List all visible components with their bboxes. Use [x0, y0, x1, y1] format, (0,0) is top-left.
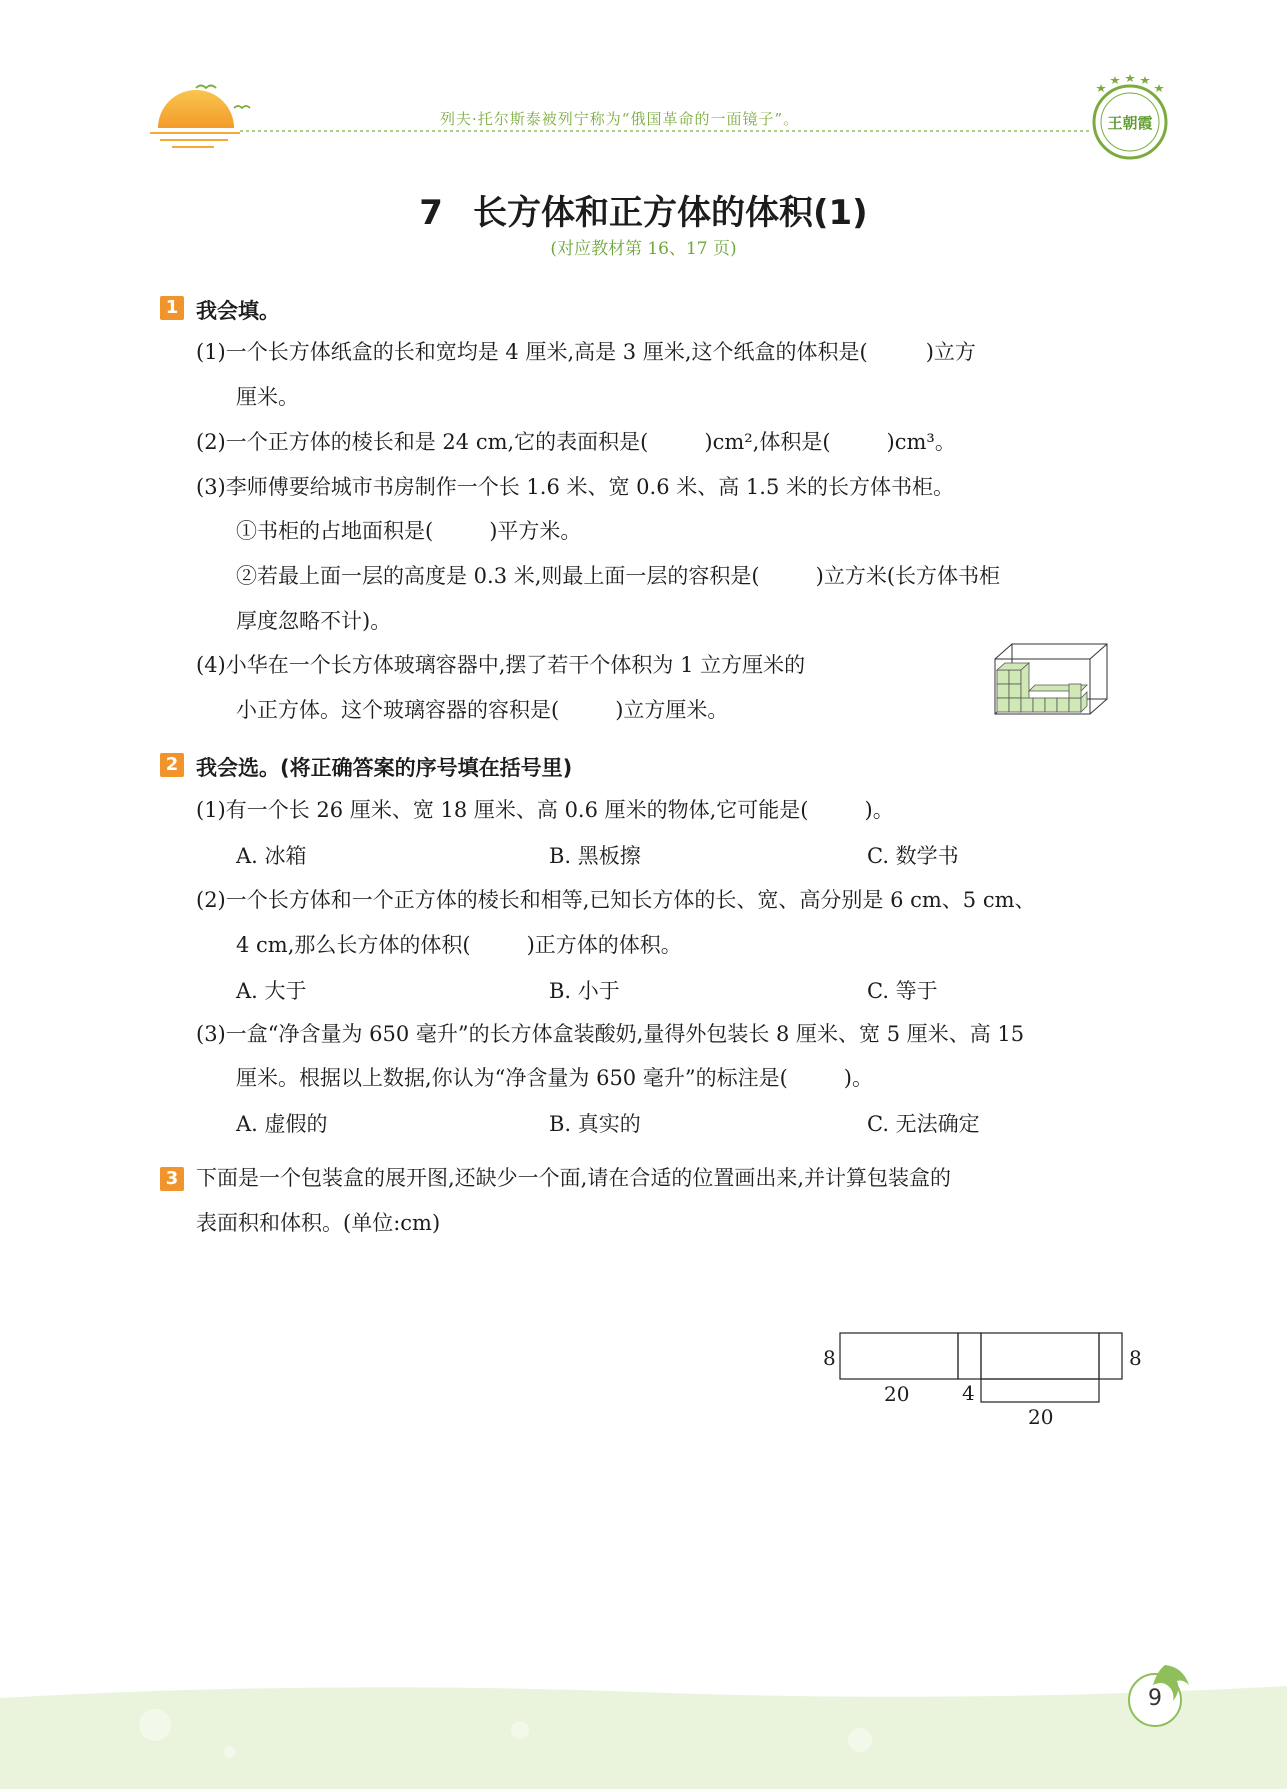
section-2-badge: 2 — [160, 753, 184, 777]
q1-1-line1 — [196, 337, 976, 367]
q1-3-2-text-b: )立方米(长方体书柜 — [815, 564, 1001, 588]
box-net-figure — [820, 1325, 1150, 1435]
q1-3-1-text-b: )平方米。 — [489, 519, 582, 543]
q2-2-line1: (2)一个长方体和一个正方体的棱长和相等,已知长方体的长、宽、高分别是 6 cm、5 cm、 — [196, 888, 1036, 912]
q2-3-option-c: C. 无法确定 — [867, 1112, 980, 1136]
q1-4-line2 — [236, 695, 728, 725]
net-face-right — [981, 1333, 1099, 1379]
q1-2 — [196, 427, 956, 457]
net-label-left-height: 8 — [823, 1346, 836, 1370]
lesson-title-text: 长方体和正方体的体积(1) — [472, 193, 868, 233]
q2-2-option-a: A. 大于 — [236, 979, 307, 1003]
q1-2-text-a: (2)一个正方体的棱长和是 24 cm,它的表面积是( — [196, 430, 649, 454]
section-1-badge: 1 — [160, 296, 184, 320]
q1-1-text-b: )立方 — [925, 340, 976, 364]
header-decoration — [0, 0, 1287, 170]
net-face-end — [1099, 1333, 1122, 1379]
net-label-right-height: 8 — [1129, 1346, 1142, 1370]
q1-4-line1: (4)小华在一个长方体玻璃容器中,摆了若干个体积为 1 立方厘米的 — [196, 653, 806, 677]
q1-2-text-c: )cm³。 — [886, 430, 956, 454]
footer-wave — [0, 1670, 1287, 1789]
q1-3-2-text-a: ②若最上面一层的高度是 0.3 米,则最上面一层的容积是( — [236, 564, 760, 588]
q2-1-text-a: (1)有一个长 26 厘米、宽 18 厘米、高 0.6 厘米的物体,它可能是( — [196, 798, 809, 822]
q1-1-line2: 厘米。 — [236, 385, 299, 409]
q2-2-text-a: 4 cm,那么长方体的体积( — [236, 933, 471, 957]
q2-3-text-a: 厘米。根据以上数据,你认为“净含量为 650 毫升”的标注是( — [236, 1066, 788, 1090]
q1-3-2-line2: 厚度忽略不计)。 — [236, 609, 392, 633]
q2-3-line2 — [236, 1063, 873, 1093]
lesson-subtitle: (对应教材第 16、17 页) — [550, 239, 737, 259]
q2-1-option-b: B. 黑板擦 — [549, 844, 641, 868]
section-3-badge: 3 — [160, 1167, 184, 1191]
q2-2-line2 — [236, 930, 682, 960]
section-1-title: 我会填。 — [196, 299, 280, 323]
sun-icon — [150, 86, 250, 148]
q2-2-text-b: )正方体的体积。 — [526, 933, 682, 957]
net-face-left — [840, 1333, 958, 1379]
logo-text: 王朝霞 — [1107, 114, 1153, 132]
q1-4-text-a: 小正方体。这个玻璃容器的容积是( — [236, 698, 560, 722]
glass-container-figure — [985, 635, 1125, 735]
q3-line2: 表面积和体积。(单位:cm) — [196, 1211, 441, 1235]
q1-4-text-b: )立方厘米。 — [615, 698, 729, 722]
q2-3-line1: (3)一盒“净含量为 650 毫升”的长方体盒装酸奶,量得外包装长 8 厘米、宽 5 厘米、高 15 — [196, 1022, 1025, 1046]
page-number: 9 — [1148, 1686, 1162, 1711]
q2-3-text-b: )。 — [843, 1066, 873, 1090]
q2-1-option-c: C. 数学书 — [867, 844, 959, 868]
q2-2-option-b: B. 小于 — [549, 979, 620, 1003]
net-face-bottom — [981, 1379, 1099, 1402]
q1-2-text-b: )cm²,体积是( — [704, 430, 831, 454]
q1-3-1-text-a: ①书柜的占地面积是( — [236, 519, 434, 543]
q2-1-option-a: A. 冰箱 — [236, 844, 307, 868]
header-quote: 列夫·托尔斯泰被列宁称为“俄国革命的一面镜子”。 — [440, 110, 800, 128]
q1-3-1 — [236, 516, 581, 546]
net-label-width: 4 — [962, 1381, 975, 1405]
lesson-number: 7 — [419, 193, 443, 233]
net-face-narrow — [958, 1333, 981, 1379]
lesson-title — [0, 185, 1287, 234]
q1-3-2 — [236, 561, 1000, 591]
q2-1 — [196, 795, 894, 825]
section-2-title: 我会选。(将正确答案的序号填在括号里) — [196, 756, 573, 780]
q3-line1: 下面是一个包装盒的展开图,还缺少一个面,请在合适的位置画出来,并计算包装盒的 — [196, 1166, 952, 1190]
q1-1-text-a: (1)一个长方体纸盒的长和宽均是 4 厘米,高是 3 厘米,这个纸盒的体积是( — [196, 340, 868, 364]
q2-1-text-b: )。 — [864, 798, 894, 822]
q2-2-option-c: C. 等于 — [867, 979, 938, 1003]
q2-3-option-a: A. 虚假的 — [236, 1112, 328, 1136]
net-label-length-right: 20 — [1028, 1405, 1054, 1429]
net-label-length-left: 20 — [884, 1382, 910, 1406]
q2-3-option-b: B. 真实的 — [549, 1112, 641, 1136]
q1-3: (3)李师傅要给城市书房制作一个长 1.6 米、宽 0.6 米、高 1.5 米的长方体书柜。 — [196, 475, 954, 499]
